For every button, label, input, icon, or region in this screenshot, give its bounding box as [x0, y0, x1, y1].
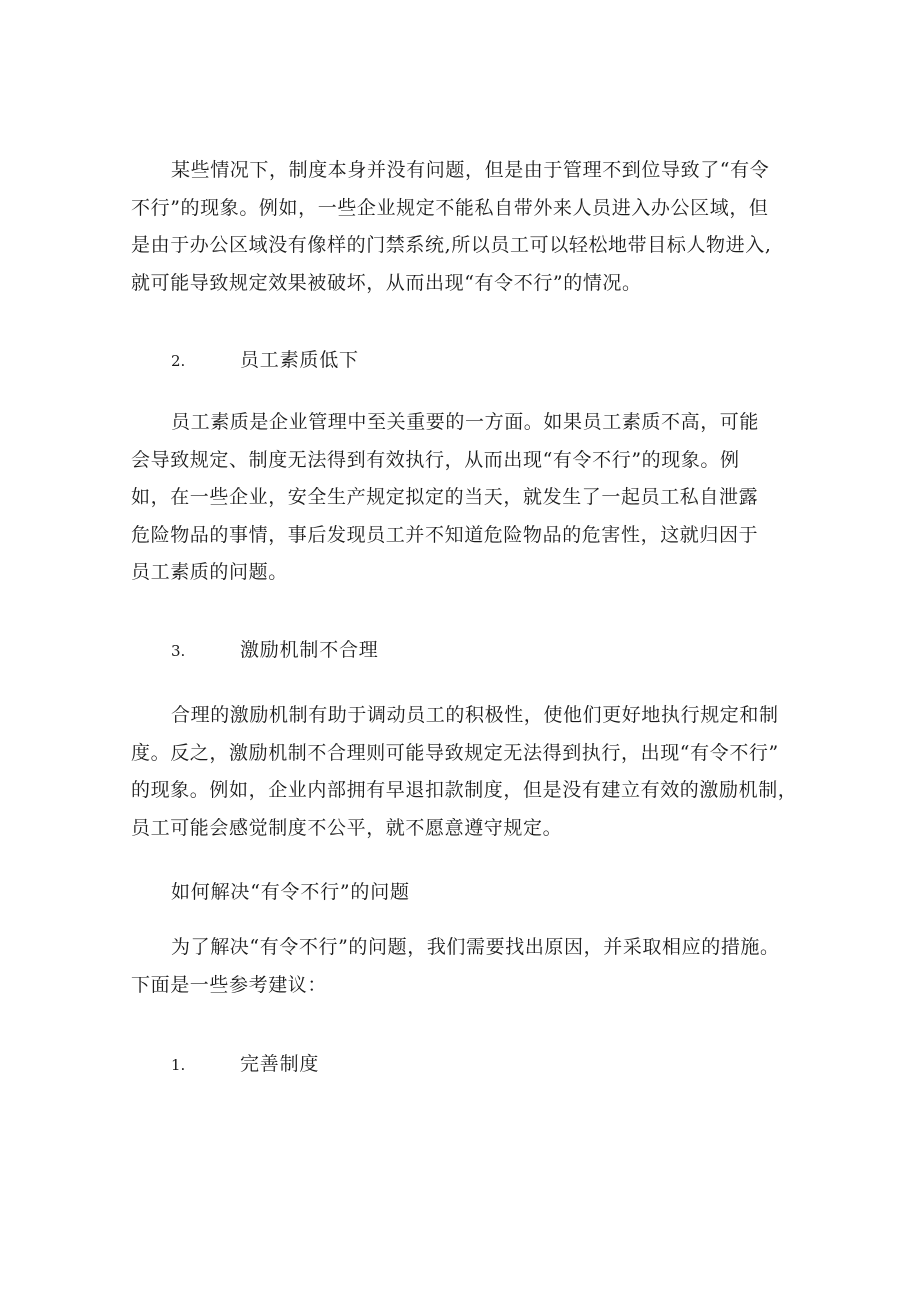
section-heading-2 [171, 346, 359, 375]
paragraph-management [131, 152, 795, 302]
section-heading-3 [171, 636, 379, 665]
text-line: 员工素质是企业管理中至关重要的一方面。如果员工素质不高，可能 [171, 411, 760, 433]
text-line: 合理的激励机制有助于调动员工的积极性，使他们更好地执行规定和制 [171, 704, 779, 726]
text-line: 度。反之，激励机制不合理则可能导致规定无法得到执行，出现“有令不行” [131, 741, 779, 764]
text-line: 就可能导致规定效果被破坏，从而出现“有令不行”的情况。 [131, 271, 642, 294]
heading-title: 完善制度 [240, 1053, 320, 1075]
section-heading-1 [171, 1050, 319, 1079]
text-line: 下面是一些参考建议： [131, 973, 328, 996]
paragraph-solution-intro [131, 929, 795, 1004]
paragraph-employee-quality [131, 404, 795, 592]
text-line: 会导致规定、制度无法得到有效执行，从而出现“有令不行”的现象。例 [131, 448, 740, 471]
paragraph-incentive [131, 697, 798, 847]
text-line: 为了解决“有令不行”的问题，我们需要找出原因，并采取相应的措施。 [171, 936, 780, 958]
section-subheading: 如何解决“有令不行”的问题 [171, 881, 410, 903]
text-line: 不行”的现象。例如，一些企业规定不能私自带外来人员进入办公区域，但 [131, 196, 769, 219]
text-line: 是由于办公区域没有像样的门禁系统,所以员工可以轻松地带目标人物进入, [131, 234, 772, 256]
heading-number: 3. [171, 642, 186, 660]
text-line: 员工素质的问题。 [131, 561, 288, 583]
heading-title: 激励机制不合理 [240, 639, 379, 661]
heading-number: 2. [171, 352, 186, 370]
text-line: 的现象。例如，企业内部拥有早退扣款制度，但是没有建立有效的激励机制， [131, 779, 798, 801]
text-line: 员工可能会感觉制度不公平，就不愿意遵守规定。 [131, 816, 563, 839]
heading-title: 员工素质低下 [240, 349, 359, 371]
text-line: 危险物品的事情，事后发现员工并不知道危险物品的危害性，这就归因于 [131, 523, 759, 546]
text-line: 某些情况下，制度本身并没有问题，但是由于管理不到位导致了“有令 [171, 159, 770, 181]
heading-number: 1. [171, 1056, 186, 1074]
text-line: 如，在一些企业，安全生产规定拟定的当天，就发生了一起员工私自泄露 [131, 486, 759, 508]
